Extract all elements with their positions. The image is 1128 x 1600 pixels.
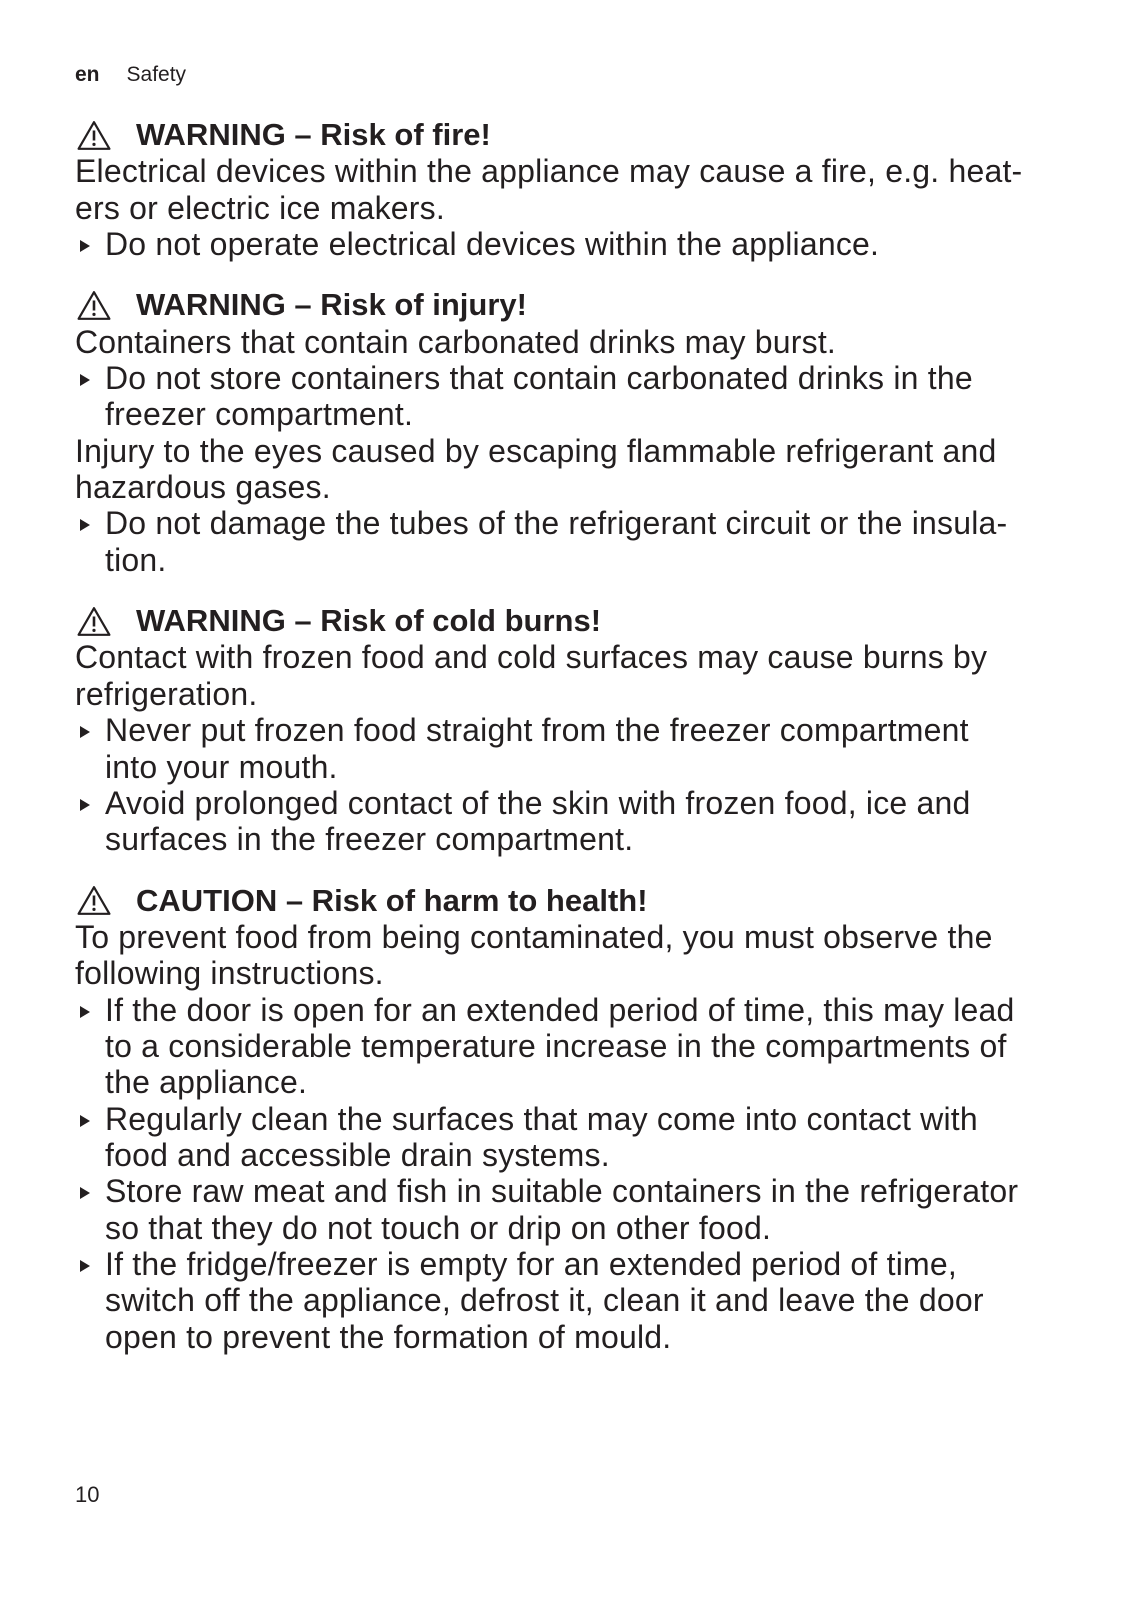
bullet-arrow-icon <box>80 240 90 252</box>
text-line: Avoid prolonged contact of the skin with frozen food, ice and <box>105 784 971 821</box>
running-header <box>75 62 186 88</box>
text-line: Do not operate electrical devices within the appliance. <box>105 226 880 263</box>
bullet-arrow-icon <box>80 1115 90 1127</box>
heading-text: WARNING – Risk of cold burns! <box>136 603 602 639</box>
instruction-item <box>75 1246 1085 1355</box>
safety-section-injury <box>75 287 1085 578</box>
instruction-item <box>75 1173 1085 1246</box>
text-line: refrigeration. <box>75 675 258 712</box>
bullet-arrow-icon <box>80 519 90 531</box>
warning-triangle-icon <box>77 290 111 321</box>
heading-text: CAUTION – Risk of harm to health! <box>136 882 648 918</box>
section-heading <box>75 287 1085 323</box>
text-line: Do not store containers that contain carbonated drinks in the <box>105 360 973 397</box>
paragraph <box>75 324 1085 360</box>
instruction-item <box>75 226 1085 262</box>
text-line: ers or electric ice makers. <box>75 189 445 226</box>
instruction-item <box>75 712 1085 785</box>
text-line: tion. <box>105 541 167 578</box>
bullet-arrow-icon <box>80 374 90 386</box>
paragraph <box>75 919 1085 992</box>
text-line: the appliance. <box>105 1064 308 1101</box>
section-heading <box>75 117 1085 153</box>
bullet-arrow-icon <box>80 1006 90 1018</box>
text-line: Store raw meat and fish in suitable containers in the refrigerator <box>105 1173 1019 1210</box>
text-line: open to prevent the formation of mould. <box>105 1318 672 1355</box>
text-line: so that they do not touch or drip on other food. <box>105 1209 772 1246</box>
text-line: Never put frozen food straight from the freezer compartment <box>105 712 969 749</box>
warning-triangle-icon <box>77 120 111 151</box>
instruction-item <box>75 360 1085 433</box>
warning-triangle-icon <box>77 885 111 916</box>
text-line: If the door is open for an extended period of time, this may lead <box>105 991 1015 1028</box>
text-line: freezer compartment. <box>105 396 414 433</box>
text-line: To prevent food from being contaminated, you must observe the <box>75 918 993 955</box>
instruction-item <box>75 785 1085 858</box>
warning-triangle-icon <box>77 606 111 637</box>
safety-section-cold-burns <box>75 603 1085 857</box>
text-line: switch off the appliance, defrost it, clean it and leave the door <box>105 1282 984 1319</box>
text-line: surfaces in the freezer compartment. <box>105 821 634 858</box>
instruction-item <box>75 992 1085 1101</box>
section-heading <box>75 603 1085 639</box>
text-line: If the fridge/freezer is empty for an extended period of time, <box>105 1245 957 1282</box>
bullet-arrow-icon <box>80 1187 90 1199</box>
language-code: en <box>75 63 100 86</box>
text-line: hazardous gases. <box>75 469 331 506</box>
page-number: 10 <box>75 1482 100 1507</box>
safety-section-health <box>75 883 1085 1355</box>
instruction-item <box>75 1101 1085 1174</box>
paragraph <box>75 433 1085 506</box>
bullet-arrow-icon <box>80 799 90 811</box>
heading-text: WARNING – Risk of fire! <box>136 117 491 152</box>
bullet-arrow-icon <box>80 726 90 738</box>
text-line: Electrical devices within the appliance may cause a fire, e.g. heat- <box>75 153 1023 190</box>
bullet-arrow-icon <box>80 1260 90 1272</box>
chapter-title: Safety <box>126 63 187 86</box>
text-line: to a considerable temperature increase in the compartments of <box>105 1027 1007 1064</box>
paragraph <box>75 153 1085 226</box>
safety-section-fire <box>75 117 1085 262</box>
text-line: Containers that contain carbonated drinks may burst. <box>75 323 837 360</box>
text-line: Do not damage the tubes of the refrigerant circuit or the insula- <box>105 505 1008 542</box>
safety-content <box>75 117 1085 1355</box>
section-heading <box>75 883 1085 919</box>
text-line: into your mouth. <box>105 748 338 785</box>
heading-text: WARNING – Risk of injury! <box>136 287 527 323</box>
instruction-item <box>75 505 1085 578</box>
text-line: Regularly clean the surfaces that may come into contact with <box>105 1100 978 1137</box>
text-line: food and accessible drain systems. <box>105 1136 610 1173</box>
text-line: following instructions. <box>75 955 384 992</box>
text-line: Contact with frozen food and cold surfaces may cause burns by <box>75 639 988 676</box>
paragraph <box>75 639 1085 712</box>
text-line: Injury to the eyes caused by escaping flammable refrigerant and <box>75 432 997 469</box>
